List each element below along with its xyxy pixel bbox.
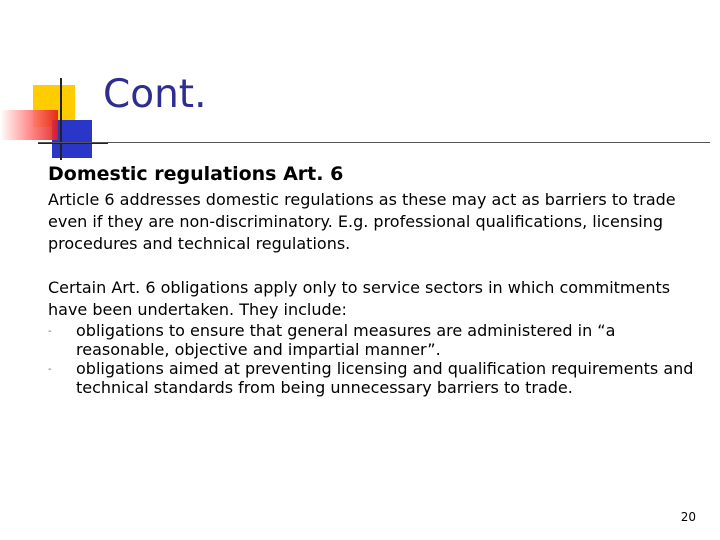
list-item	[48, 359, 708, 397]
list-item	[48, 321, 708, 359]
paragraph-obligations: Certain Art. 6 obligations apply only to service sectors in which commitments have been undertaken. They include:	[48, 278, 671, 319]
page-number: 20	[680, 510, 696, 524]
bullet-dash: -	[48, 326, 52, 337]
logo-vertical-line	[60, 78, 62, 160]
title-divider	[38, 142, 710, 143]
list-item-text: obligations aimed at preventing licensing and qualification requirements and technical standards from being unnecessary barriers to trade.	[76, 359, 694, 397]
slide-body	[48, 162, 708, 397]
paragraph-article-6: Article 6 addresses domestic regulations as these may act as barriers to trade even if they are non-discriminatory. E.g. professional qualifications, licensing procedures and technical regulations.	[48, 190, 676, 253]
slide-title: Cont.	[103, 72, 207, 117]
logo-blue-square	[52, 120, 92, 158]
section-heading: Domestic regulations Art. 6	[48, 163, 344, 185]
slide-logo-graphic	[0, 0, 110, 170]
logo-red-square	[0, 110, 58, 140]
obligations-list	[48, 321, 708, 397]
bullet-dash: -	[48, 364, 52, 375]
list-item-text: obligations to ensure that general measures are administered in “a reasonable, objective and impartial manner”.	[76, 321, 616, 359]
